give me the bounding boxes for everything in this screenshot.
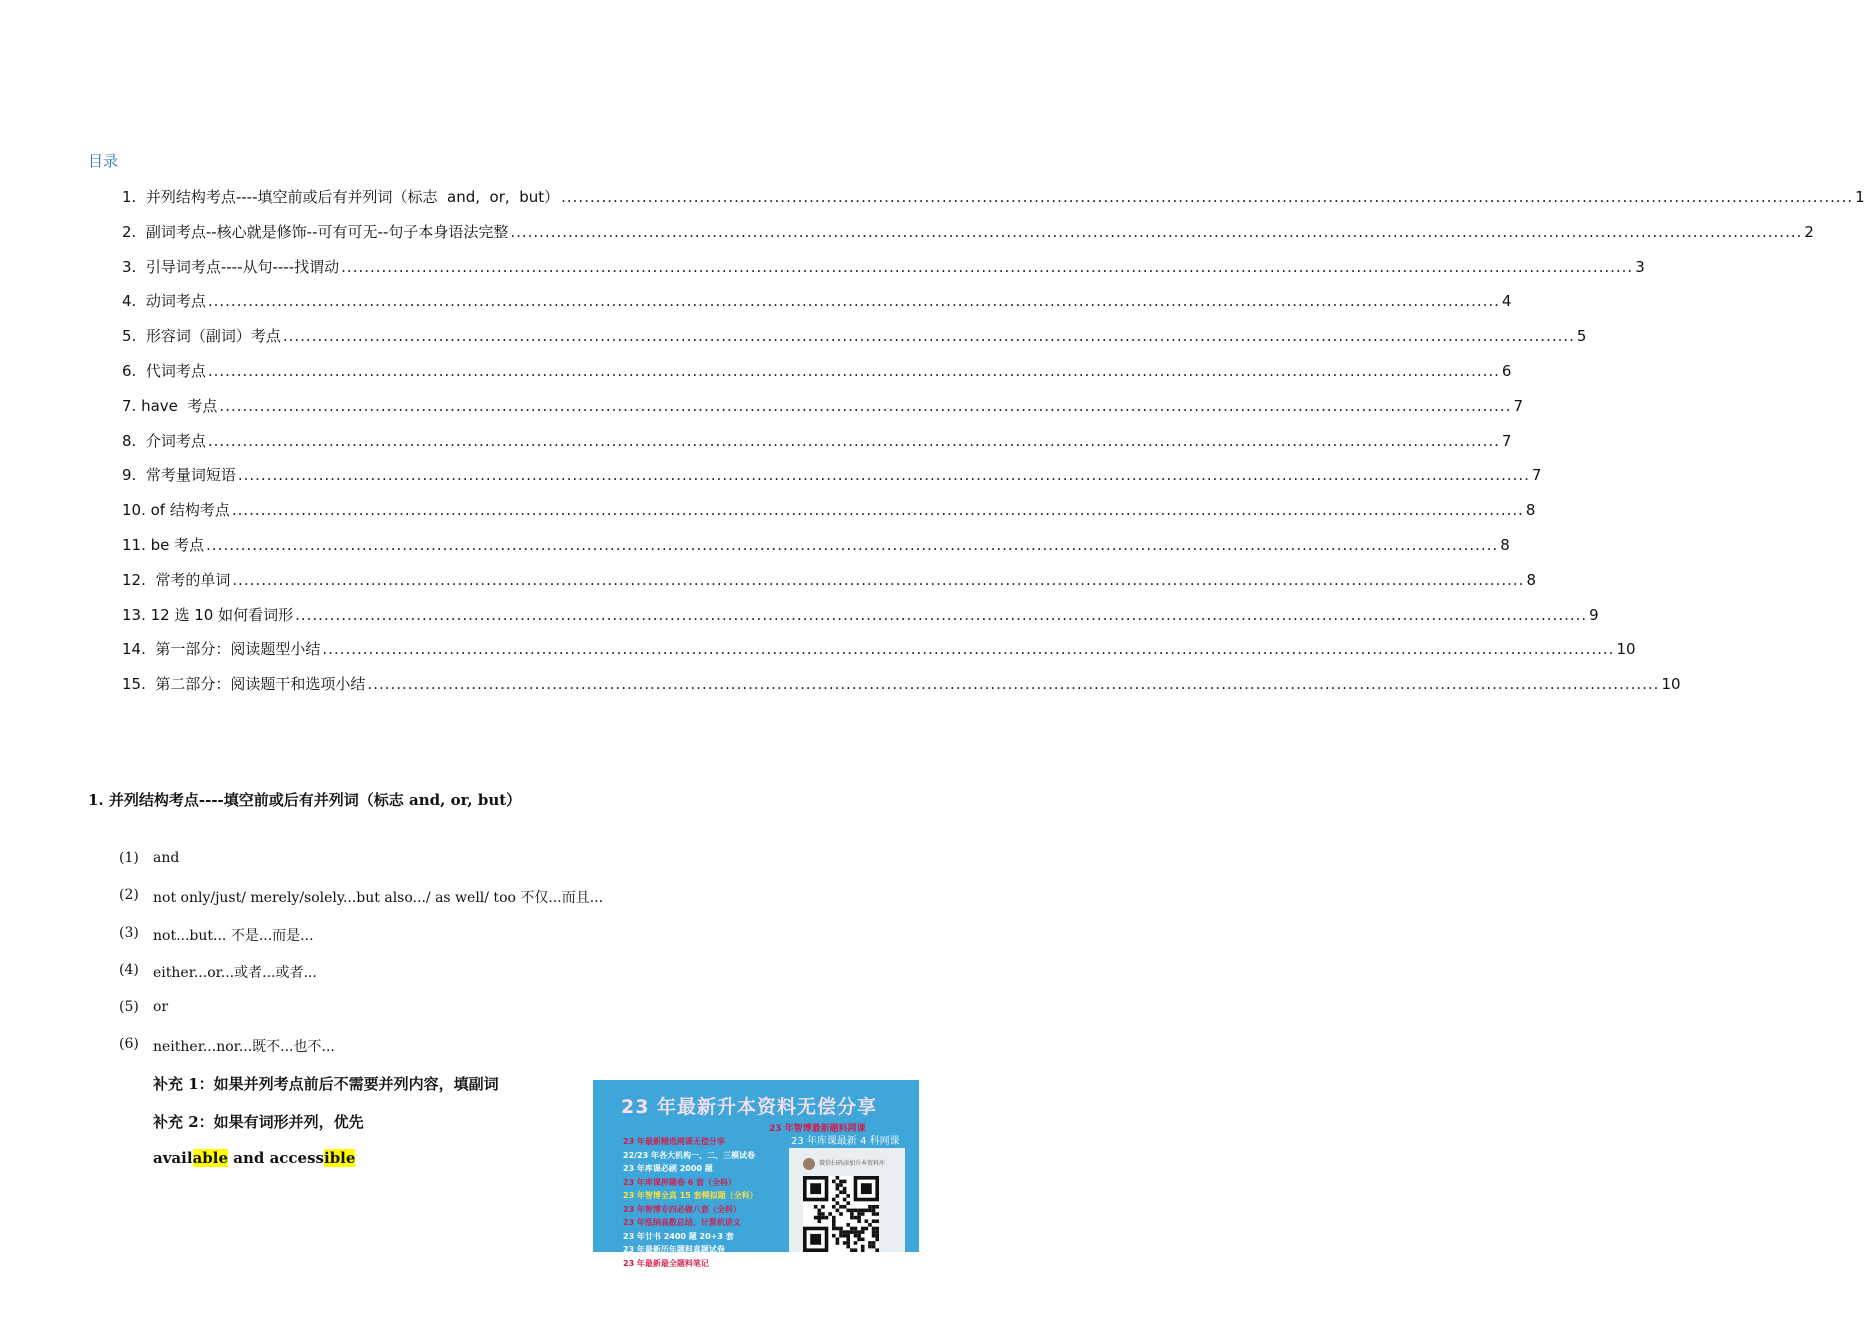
toc-entry[interactable]	[122, 325, 1587, 360]
promo-line: 22/23 年各大机构一、二、三模试卷	[623, 1150, 755, 1160]
toc-entry-label: 3. 引导词考点----从句----找谓动	[122, 257, 340, 276]
toc-entry[interactable]	[122, 673, 1681, 708]
toc-entry-label: 9. 常考量词短语	[122, 466, 236, 485]
toc-page-number: 7	[1501, 431, 1512, 450]
promo-line: 23 年智博专四必做八套（全科）	[623, 1204, 741, 1214]
list-item	[119, 925, 603, 962]
list-item-text: or	[153, 999, 169, 1016]
list-item-number: (5)	[119, 999, 139, 1016]
qr-caption: 微信扫码添加升本资料库	[819, 1160, 886, 1167]
promo-title: 23 年最新升本资料无偿分享	[621, 1096, 878, 1118]
toc-leader-dots	[238, 466, 1530, 484]
toc-entry-label: 2. 副词考点--核心就是修饰--可有可无--句子本身语法完整	[122, 222, 509, 241]
toc-entry-label: 11. be 考点	[122, 535, 205, 554]
toc-entry[interactable]	[122, 638, 1636, 673]
toc-entry[interactable]	[122, 221, 1814, 256]
promo-subtitle: 23 年库课最新 4 科网课	[791, 1136, 900, 1147]
list-item-text: not only/just/ merely/solely...but also.../ as well/ too 不仅...而且...	[153, 890, 604, 907]
toc-entry-label: 4. 动词考点	[122, 292, 206, 311]
toc-entry-label: 1. 并列结构考点----填空前或后有并列词（标志 and, or, but）	[122, 188, 560, 206]
toc-page-number: 7	[1513, 396, 1524, 415]
list-item-number: (6)	[119, 1036, 139, 1053]
toc-leader-dots	[341, 258, 1633, 276]
supplement-1: 补充 1：如果并列考点前后不需要并列内容，填副词	[153, 1075, 499, 1093]
promo-line: 23 年库课押题卷 6 套（全科）	[623, 1177, 737, 1187]
toc-entry[interactable]	[122, 186, 1865, 221]
toc-entry[interactable]	[122, 604, 1599, 639]
list-item-number: (3)	[119, 924, 139, 941]
promo-line: 23 年泓纳高数总结、计算机讲义	[623, 1218, 741, 1227]
toc-leader-dots	[510, 223, 1802, 241]
toc-leader-dots	[219, 397, 1511, 415]
toc-leader-dots	[208, 432, 1500, 450]
qr-code-icon	[803, 1176, 879, 1252]
promo-line: 23 年最新精选网课无偿分享	[623, 1137, 725, 1146]
toc-leader-dots	[283, 327, 1575, 345]
toc-leader-dots	[232, 501, 1524, 519]
toc-leader-dots	[206, 536, 1498, 554]
toc-entry-label: 7. have 考点	[122, 396, 218, 415]
promo-line: 23 年智博全真 15 套模拟题（全科）	[623, 1191, 758, 1200]
list-item-number: (1)	[119, 850, 139, 866]
toc-entry-label: 13. 12 选 10 如何看词形	[122, 605, 294, 624]
toc-entry[interactable]	[122, 499, 1536, 534]
toc-entry-label: 5. 形容词（副词）考点	[122, 327, 281, 346]
toc-page-number: 8	[1500, 535, 1510, 554]
list-item	[119, 999, 603, 1036]
list-item-text: neither...nor...既不...也不...	[153, 1039, 335, 1056]
toc-leader-dots	[208, 362, 1500, 380]
list-item-number: (4)	[119, 961, 139, 978]
avatar	[803, 1158, 815, 1170]
toc-page-number: 8	[1525, 501, 1536, 520]
toc-entry-label: 14. 第一部分：阅读题型小结	[122, 640, 321, 659]
toc-leader-dots	[232, 571, 1524, 589]
list-item	[119, 962, 603, 999]
list-item-text: not...but... 不是...而是...	[153, 927, 314, 944]
toc-entry-label: 6. 代词考点	[122, 361, 206, 380]
list-item	[119, 850, 603, 887]
toc-entry[interactable]	[122, 534, 1510, 569]
promo-line: 23 年库课必刷 2000 题	[623, 1164, 713, 1173]
list-item-text: either...or...或者...或者...	[153, 964, 317, 981]
list-item-text: and	[153, 850, 180, 866]
promo-line: 23 年最新历年题料真题试卷	[623, 1245, 725, 1254]
list-item-number: (2)	[119, 887, 139, 904]
toc-page-number: 10	[1616, 640, 1636, 659]
toc-entry[interactable]	[122, 464, 1542, 499]
section-1-heading: 1. 并列结构考点----填空前或后有并列词（标志 and, or, but）	[88, 791, 522, 809]
promo-list	[623, 1136, 758, 1271]
toc-entry[interactable]	[122, 395, 1524, 430]
toc-entry[interactable]	[122, 360, 1512, 395]
toc-page-number: 6	[1501, 361, 1512, 380]
toc-page-number: 9	[1589, 605, 1599, 624]
toc-page-number: 7	[1531, 466, 1542, 485]
highlight-suffix-ible: ible	[324, 1149, 356, 1167]
toc-entry[interactable]	[122, 256, 1645, 291]
toc-entry[interactable]	[122, 569, 1536, 604]
toc-page-number: 8	[1526, 570, 1536, 589]
toc-entry-label: 15. 第二部分：阅读题干和选项小结	[122, 675, 366, 694]
promo-line: 23 年廿书 2400 题 20+3 套	[623, 1231, 734, 1241]
example-word-stem-1: avail	[153, 1149, 193, 1167]
toc-page-number: 10	[1661, 675, 1681, 694]
list-item	[119, 887, 603, 924]
toc-leader-dots	[208, 292, 1500, 310]
toc-entry-label: 12. 常考的单词	[122, 570, 231, 589]
promo-right-label: 23 年智博最新题料网课	[769, 1124, 866, 1134]
toc-page-number: 4	[1501, 292, 1512, 311]
word-form-example	[153, 1149, 355, 1167]
section-1-list	[119, 850, 603, 1074]
toc-title: 目录	[88, 152, 119, 170]
toc-entry-label: 10. of 结构考点	[122, 501, 230, 520]
toc-entry[interactable]	[122, 430, 1512, 465]
toc-page-number: 2	[1804, 222, 1814, 241]
supplement-2: 补充 2：如果有词形并列，优先	[153, 1113, 364, 1131]
toc-entry[interactable]	[122, 290, 1512, 325]
qr-card	[789, 1148, 905, 1252]
promo-line: 23 年最新最全题料笔记	[623, 1258, 709, 1268]
highlight-suffix-able: able	[192, 1149, 229, 1167]
toc-leader-dots	[322, 640, 1614, 658]
example-word-middle: and access	[228, 1149, 324, 1167]
toc-leader-dots	[295, 606, 1587, 624]
promo-banner[interactable]	[593, 1080, 919, 1268]
toc-page-number: 5	[1576, 327, 1587, 346]
toc-page-number: 3	[1635, 257, 1645, 276]
toc-leader-dots	[367, 675, 1659, 693]
toc-leader-dots	[561, 188, 1853, 206]
table-of-contents	[122, 186, 1865, 708]
list-item	[119, 1036, 603, 1073]
toc-page-number: 1	[1855, 188, 1865, 206]
toc-entry-label: 8. 介词考点	[122, 431, 206, 450]
